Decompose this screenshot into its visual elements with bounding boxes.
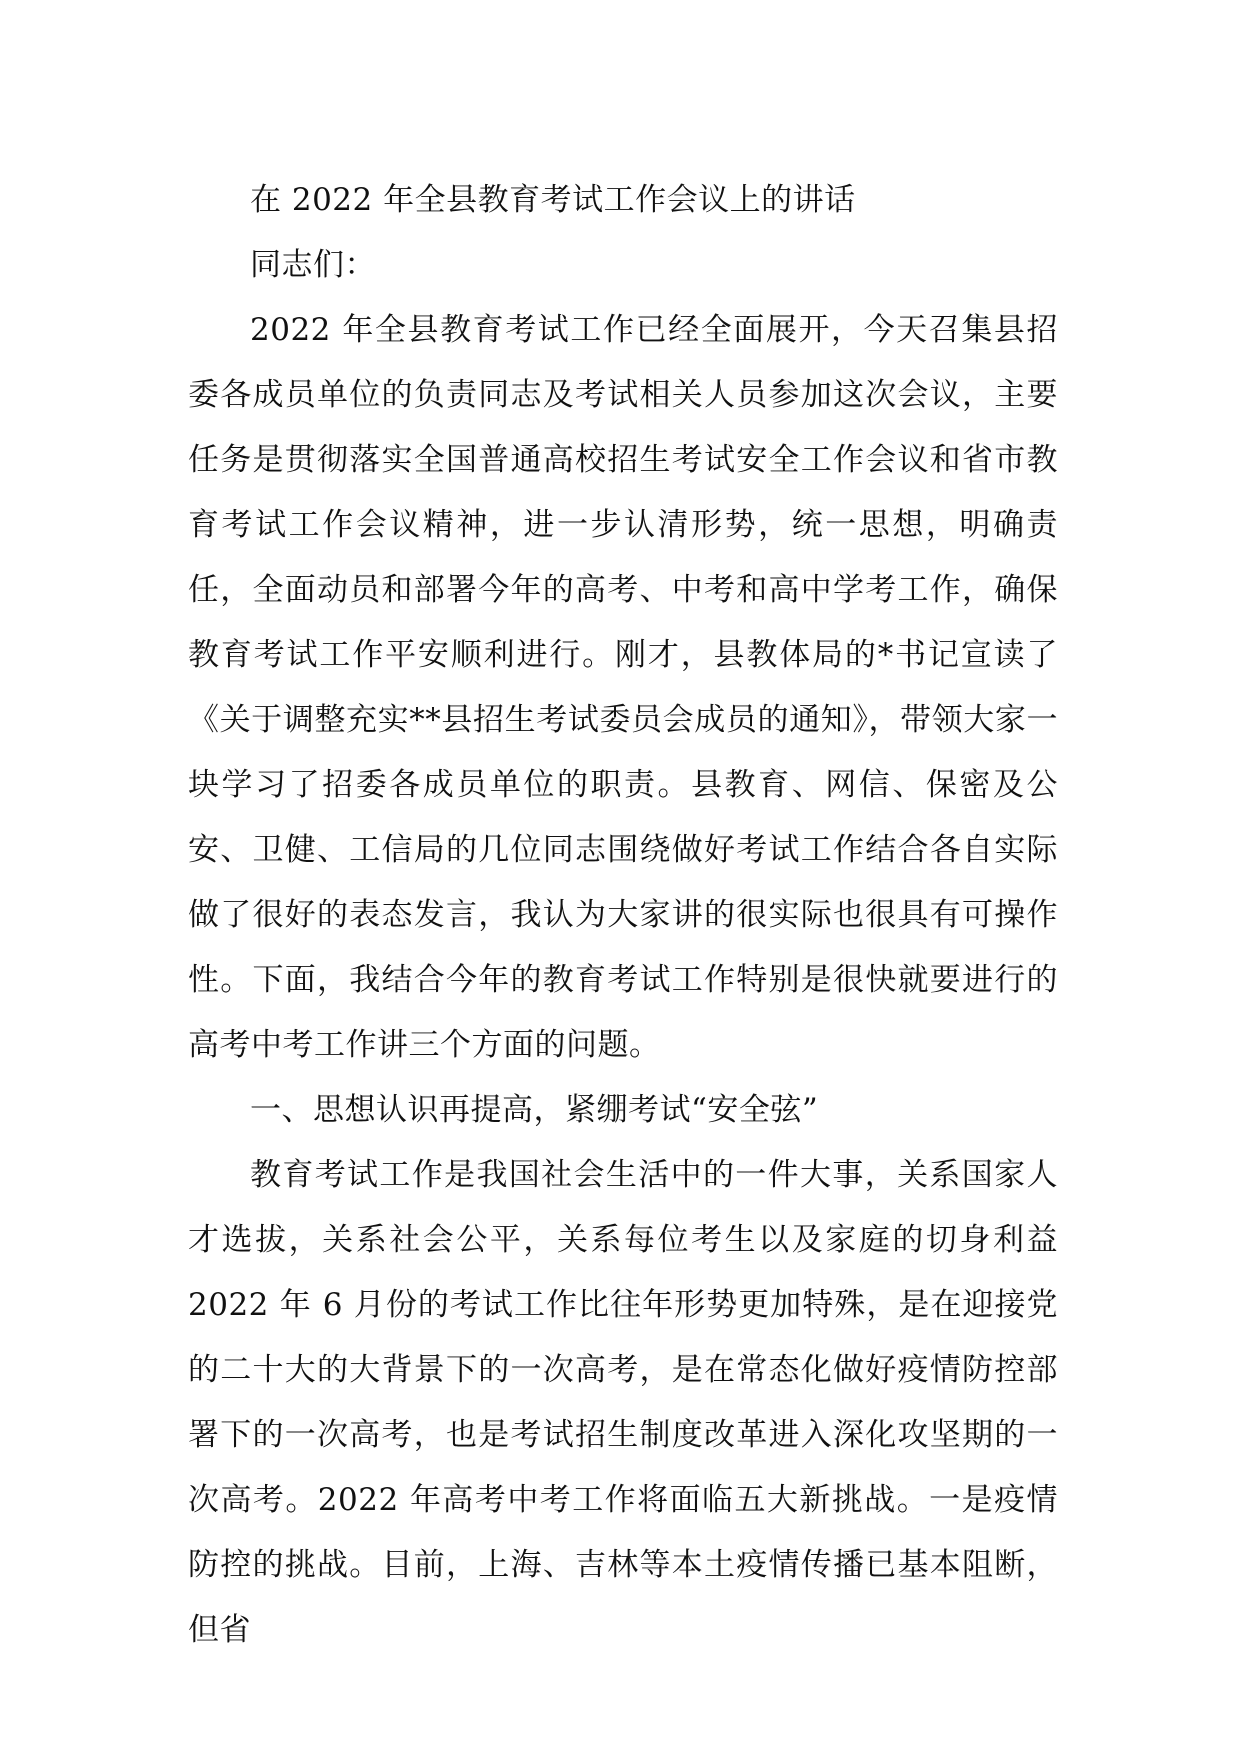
section-heading-1: 一、思想认识再提高，紧绷考试“安全弦” xyxy=(250,1092,819,1128)
salutation: 同志们： xyxy=(250,247,376,283)
speech-title: 在 2022 年全县教育考试工作会议上的讲话 xyxy=(250,182,856,218)
paragraph-intro: 2022 年全县教育考试工作已经全面展开，今天召集县招委各成员单位的负责同志及考试相关人员参加这次会议，主要任务是贯彻落实全国普通高校招生考试安全工作会议和省市教育考试工作会议精神，进一步认清形势，统一思想，明确责任，全面动员和部署今年的高考、中考和高中学考工作，确保教育考试工作平安顺利进行。刚才，县教体局的*书记宣读了《关于调整充实**县招生考试委员会成员的通知》，带领大家一块学习了招委各成员单位的职责。县教育、网信、保密及公安、卫健、工信局的几位同志围绕做好考试工作结合各自实际做了很好的表态发言，我认为大家讲的很实际也很具有可操作性。下面，我结合今年的教育考试工作特别是很快就要进行的高考中考工作讲三个方面的问题。 xyxy=(188,312,1058,1063)
paragraph-section-1: 教育考试工作是我国社会生活中的一件大事，关系国家人才选拔，关系社会公平，关系每位考生以及家庭的切身利益2022 年 6 月份的考试工作比往年形势更加特殊，是在迎接党的二十大的大背景下的一次高考，是在常态化做好疫情防控部署下的一次高考，也是考试招生制度改革进入深化攻坚期的一次高考。2022 年高考中考工作将面临五大新挑战。一是疫情防控的挑战。目前，上海、吉林等本土疫情传播已基本阻断，但省 xyxy=(188,1157,1058,1648)
document-body xyxy=(188,168,1058,1663)
